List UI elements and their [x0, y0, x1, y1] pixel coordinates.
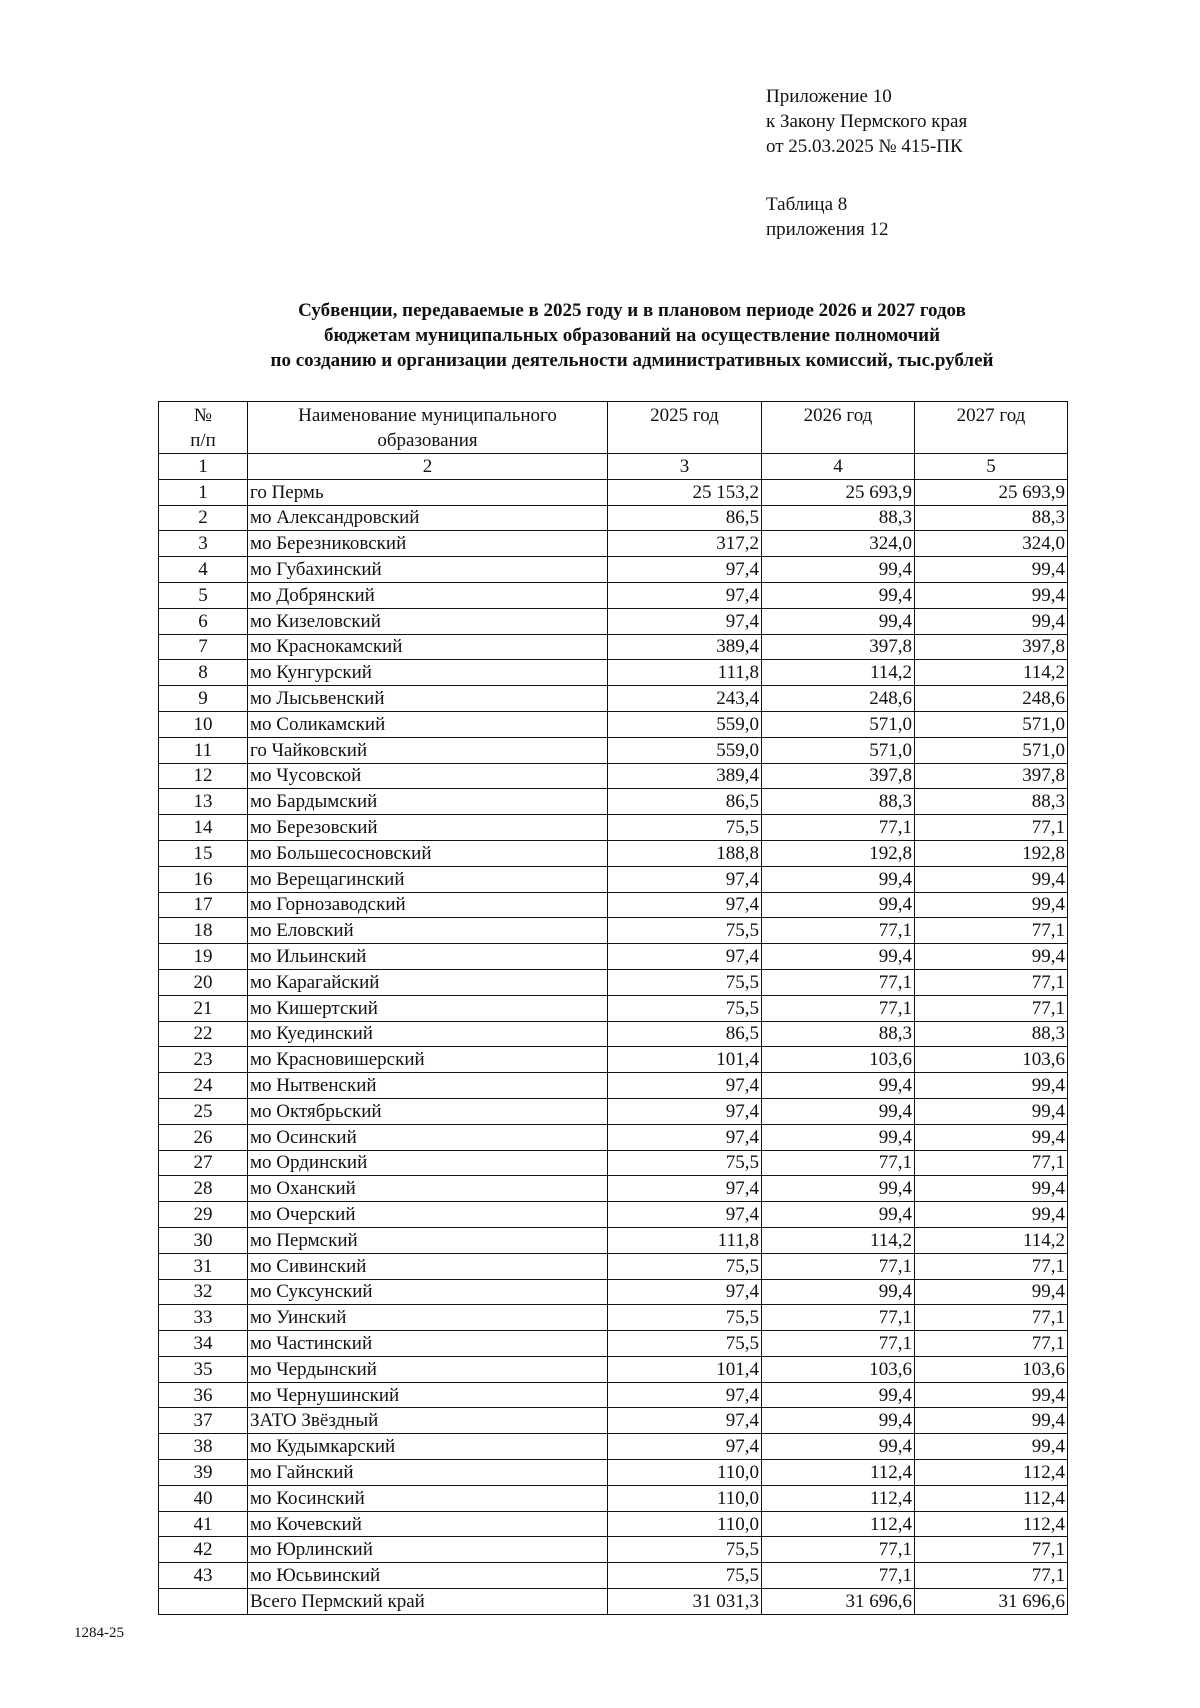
value-2027: 88,3	[915, 789, 1068, 815]
table-row	[159, 1227, 1068, 1253]
table-row	[159, 1460, 1068, 1486]
column-number: 2	[248, 454, 608, 480]
table-row	[159, 1563, 1068, 1589]
municipality-name: мо Карагайский	[248, 969, 608, 995]
municipality-name: мо Бардымский	[248, 789, 608, 815]
row-num: 32	[159, 1279, 248, 1305]
value-2026: 88,3	[762, 1021, 915, 1047]
value-2026: 112,4	[762, 1485, 915, 1511]
table-row	[159, 1305, 1068, 1331]
municipality-name: мо Краснокамский	[248, 634, 608, 660]
municipality-name: го Пермь	[248, 479, 608, 505]
row-num: 42	[159, 1537, 248, 1563]
value-2026: 99,4	[762, 1434, 915, 1460]
value-2027: 103,6	[915, 1356, 1068, 1382]
table-row	[159, 1382, 1068, 1408]
value-2027: 77,1	[915, 1253, 1068, 1279]
value-2027: 248,6	[915, 686, 1068, 712]
value-2025: 75,5	[608, 1537, 762, 1563]
value-2027: 77,1	[915, 1305, 1068, 1331]
value-2026: 114,2	[762, 1227, 915, 1253]
column-number: 5	[915, 454, 1068, 480]
value-2025: 86,5	[608, 1021, 762, 1047]
value-2027: 99,4	[915, 608, 1068, 634]
row-num: 17	[159, 892, 248, 918]
value-2027: 77,1	[915, 815, 1068, 841]
value-2026: 397,8	[762, 763, 915, 789]
value-2026: 112,4	[762, 1460, 915, 1486]
municipality-name: мо Нытвенский	[248, 1073, 608, 1099]
value-2027: 114,2	[915, 1227, 1068, 1253]
table-row	[159, 1511, 1068, 1537]
municipality-name: мо Оханский	[248, 1176, 608, 1202]
value-2025: 101,4	[608, 1047, 762, 1073]
value-2026: 571,0	[762, 737, 915, 763]
municipality-name: мо Лысьвенский	[248, 686, 608, 712]
table-row	[159, 1176, 1068, 1202]
value-2026: 77,1	[762, 1331, 915, 1357]
row-num: 2	[159, 505, 248, 531]
value-2026: 397,8	[762, 634, 915, 660]
row-num: 40	[159, 1485, 248, 1511]
municipality-name: мо Косинский	[248, 1485, 608, 1511]
value-2027: 99,4	[915, 557, 1068, 583]
value-2025: 75,5	[608, 1563, 762, 1589]
value-2027: 77,1	[915, 995, 1068, 1021]
value-2027: 88,3	[915, 505, 1068, 531]
value-2025: 75,5	[608, 1253, 762, 1279]
value-2026: 99,4	[762, 1073, 915, 1099]
table-row	[159, 1537, 1068, 1563]
value-2026: 99,4	[762, 557, 915, 583]
table-row	[159, 479, 1068, 505]
row-num: 39	[159, 1460, 248, 1486]
header-2026: 2026 год	[762, 402, 915, 454]
row-num: 33	[159, 1305, 248, 1331]
value-2025: 97,4	[608, 1176, 762, 1202]
header-row	[159, 402, 1068, 454]
value-2026: 324,0	[762, 531, 915, 557]
value-2026: 88,3	[762, 789, 915, 815]
total-2025: 31 031,3	[608, 1589, 762, 1615]
value-2025: 188,8	[608, 840, 762, 866]
header-name: Наименование муниципального образования	[248, 402, 608, 454]
header-num: № п/п	[159, 402, 248, 454]
municipality-name: мо Уинский	[248, 1305, 608, 1331]
table-row	[159, 505, 1068, 531]
row-num: 8	[159, 660, 248, 686]
value-2027: 77,1	[915, 969, 1068, 995]
row-num: 23	[159, 1047, 248, 1073]
table-row	[159, 1356, 1068, 1382]
value-2026: 192,8	[762, 840, 915, 866]
table-row	[159, 1150, 1068, 1176]
value-2025: 97,4	[608, 1098, 762, 1124]
municipality-name: мо Чусовской	[248, 763, 608, 789]
value-2026: 114,2	[762, 660, 915, 686]
value-2027: 114,2	[915, 660, 1068, 686]
title-line: Субвенции, передаваемые в 2025 году и в плановом периоде 2026 и 2027 годов	[298, 300, 966, 321]
row-num: 4	[159, 557, 248, 583]
table-body	[159, 479, 1068, 1588]
table-row	[159, 840, 1068, 866]
row-num: 30	[159, 1227, 248, 1253]
row-num: 1	[159, 479, 248, 505]
value-2027: 571,0	[915, 711, 1068, 737]
appendix-header	[766, 84, 967, 159]
municipality-name: мо Суксунский	[248, 1279, 608, 1305]
value-2027: 192,8	[915, 840, 1068, 866]
appendix-line: к Закону Пермского края	[766, 111, 968, 132]
table-row	[159, 918, 1068, 944]
value-2027: 77,1	[915, 1331, 1068, 1357]
row-num: 28	[159, 1176, 248, 1202]
municipality-name: мо Березниковский	[248, 531, 608, 557]
municipality-name: мо Горнозаводский	[248, 892, 608, 918]
value-2026: 77,1	[762, 1537, 915, 1563]
municipality-name: мо Частинский	[248, 1331, 608, 1357]
document-code: 1284-25	[74, 1625, 124, 1641]
value-2027: 77,1	[915, 1150, 1068, 1176]
row-num: 21	[159, 995, 248, 1021]
municipality-name: мо Добрянский	[248, 582, 608, 608]
value-2027: 99,4	[915, 1098, 1068, 1124]
value-2025: 110,0	[608, 1485, 762, 1511]
value-2027: 99,4	[915, 1279, 1068, 1305]
value-2025: 111,8	[608, 660, 762, 686]
table-row	[159, 1279, 1068, 1305]
value-2027: 99,4	[915, 892, 1068, 918]
value-2026: 77,1	[762, 995, 915, 1021]
value-2026: 99,4	[762, 1202, 915, 1228]
table-row	[159, 892, 1068, 918]
table-row	[159, 1202, 1068, 1228]
value-2025: 75,5	[608, 815, 762, 841]
value-2025: 389,4	[608, 763, 762, 789]
municipality-name: мо Большесосновский	[248, 840, 608, 866]
row-num: 7	[159, 634, 248, 660]
value-2025: 75,5	[608, 1150, 762, 1176]
header-2025: 2025 год	[608, 402, 762, 454]
value-2025: 101,4	[608, 1356, 762, 1382]
municipality-name: мо Юсьвинский	[248, 1563, 608, 1589]
value-2026: 99,4	[762, 944, 915, 970]
value-2027: 571,0	[915, 737, 1068, 763]
value-2025: 75,5	[608, 969, 762, 995]
table-ref-line: Таблица 8	[766, 194, 848, 215]
municipality-name: мо Губахинский	[248, 557, 608, 583]
table-row	[159, 660, 1068, 686]
value-2027: 99,4	[915, 582, 1068, 608]
value-2027: 99,4	[915, 866, 1068, 892]
title-line: по созданию и организации деятельности административных комиссий, тыс.рублей	[270, 350, 994, 371]
row-num: 36	[159, 1382, 248, 1408]
table-row	[159, 608, 1068, 634]
value-2026: 77,1	[762, 1150, 915, 1176]
value-2027: 88,3	[915, 1021, 1068, 1047]
value-2026: 248,6	[762, 686, 915, 712]
table-row	[159, 1047, 1068, 1073]
value-2025: 97,4	[608, 1073, 762, 1099]
municipality-name: ЗАТО Звёздный	[248, 1408, 608, 1434]
document-title	[150, 298, 1114, 373]
row-num: 22	[159, 1021, 248, 1047]
value-2025: 97,4	[608, 1124, 762, 1150]
table-row	[159, 557, 1068, 583]
row-num: 20	[159, 969, 248, 995]
subsidies-table	[158, 401, 1068, 1615]
table-row	[159, 1098, 1068, 1124]
value-2025: 97,4	[608, 944, 762, 970]
row-num: 37	[159, 1408, 248, 1434]
municipality-name: мо Октябрьский	[248, 1098, 608, 1124]
table-row	[159, 1021, 1068, 1047]
column-number-row	[159, 454, 1068, 480]
appendix-line: Приложение 10	[766, 86, 892, 107]
column-number: 4	[762, 454, 915, 480]
value-2027: 99,4	[915, 1124, 1068, 1150]
table-row	[159, 737, 1068, 763]
table-row	[159, 1073, 1068, 1099]
value-2027: 77,1	[915, 1563, 1068, 1589]
row-num: 10	[159, 711, 248, 737]
row-num: 6	[159, 608, 248, 634]
table-ref-line: приложения 12	[766, 219, 889, 240]
municipality-name: мо Кишертский	[248, 995, 608, 1021]
value-2025: 317,2	[608, 531, 762, 557]
municipality-name: мо Александровский	[248, 505, 608, 531]
municipality-name: мо Кочевский	[248, 1511, 608, 1537]
table-row	[159, 995, 1068, 1021]
value-2026: 88,3	[762, 505, 915, 531]
table-row	[159, 582, 1068, 608]
value-2027: 112,4	[915, 1485, 1068, 1511]
row-num: 18	[159, 918, 248, 944]
row-num: 5	[159, 582, 248, 608]
row-num: 12	[159, 763, 248, 789]
value-2026: 99,4	[762, 1098, 915, 1124]
value-2025: 110,0	[608, 1460, 762, 1486]
table-row	[159, 1124, 1068, 1150]
value-2026: 103,6	[762, 1047, 915, 1073]
municipality-name: го Чайковский	[248, 737, 608, 763]
value-2026: 99,4	[762, 1408, 915, 1434]
value-2026: 99,4	[762, 1176, 915, 1202]
row-num: 31	[159, 1253, 248, 1279]
row-num: 11	[159, 737, 248, 763]
column-number: 1	[159, 454, 248, 480]
value-2025: 25 153,2	[608, 479, 762, 505]
table-row	[159, 944, 1068, 970]
value-2026: 99,4	[762, 582, 915, 608]
title-line: бюджетам муниципальных образований на осуществление полномочий	[323, 325, 941, 346]
municipality-name: мо Очерский	[248, 1202, 608, 1228]
row-num: 34	[159, 1331, 248, 1357]
table-row	[159, 866, 1068, 892]
value-2027: 99,4	[915, 1202, 1068, 1228]
column-number: 3	[608, 454, 762, 480]
value-2025: 86,5	[608, 789, 762, 815]
municipality-name: мо Чернушинский	[248, 1382, 608, 1408]
value-2027: 103,6	[915, 1047, 1068, 1073]
value-2027: 99,4	[915, 1434, 1068, 1460]
total-num	[159, 1589, 248, 1615]
table-row	[159, 1434, 1068, 1460]
value-2025: 75,5	[608, 918, 762, 944]
table-row	[159, 815, 1068, 841]
table-row	[159, 634, 1068, 660]
table-row	[159, 789, 1068, 815]
value-2026: 571,0	[762, 711, 915, 737]
row-num: 9	[159, 686, 248, 712]
row-num: 25	[159, 1098, 248, 1124]
table-row	[159, 1253, 1068, 1279]
table-row	[159, 686, 1068, 712]
row-num: 26	[159, 1124, 248, 1150]
value-2027: 77,1	[915, 918, 1068, 944]
row-num: 19	[159, 944, 248, 970]
value-2026: 99,4	[762, 1279, 915, 1305]
municipality-name: мо Осинский	[248, 1124, 608, 1150]
value-2025: 97,4	[608, 1202, 762, 1228]
row-num: 35	[159, 1356, 248, 1382]
total-2026: 31 696,6	[762, 1589, 915, 1615]
row-num: 13	[159, 789, 248, 815]
value-2026: 99,4	[762, 892, 915, 918]
value-2025: 243,4	[608, 686, 762, 712]
table-row	[159, 1408, 1068, 1434]
table-row	[159, 1485, 1068, 1511]
row-num: 16	[159, 866, 248, 892]
municipality-name: мо Ординский	[248, 1150, 608, 1176]
value-2025: 97,4	[608, 557, 762, 583]
value-2025: 97,4	[608, 582, 762, 608]
table-row	[159, 969, 1068, 995]
municipality-name: мо Кунгурский	[248, 660, 608, 686]
value-2027: 99,4	[915, 1176, 1068, 1202]
table-reference	[766, 192, 888, 242]
value-2027: 397,8	[915, 763, 1068, 789]
value-2026: 112,4	[762, 1511, 915, 1537]
municipality-name: мо Куединский	[248, 1021, 608, 1047]
value-2025: 110,0	[608, 1511, 762, 1537]
total-row	[159, 1589, 1068, 1615]
value-2026: 99,4	[762, 866, 915, 892]
value-2027: 99,4	[915, 1382, 1068, 1408]
value-2026: 99,4	[762, 1124, 915, 1150]
row-num: 27	[159, 1150, 248, 1176]
municipality-name: мо Чердынский	[248, 1356, 608, 1382]
value-2025: 75,5	[608, 1331, 762, 1357]
value-2026: 77,1	[762, 1305, 915, 1331]
row-num: 3	[159, 531, 248, 557]
municipality-name: мо Юрлинский	[248, 1537, 608, 1563]
municipality-name: мо Кизеловский	[248, 608, 608, 634]
value-2025: 559,0	[608, 711, 762, 737]
value-2027: 25 693,9	[915, 479, 1068, 505]
value-2025: 97,4	[608, 608, 762, 634]
municipality-name: мо Верещагинский	[248, 866, 608, 892]
value-2027: 99,4	[915, 1408, 1068, 1434]
row-num: 14	[159, 815, 248, 841]
municipality-name: мо Красновишерский	[248, 1047, 608, 1073]
row-num: 15	[159, 840, 248, 866]
header-2027: 2027 год	[915, 402, 1068, 454]
value-2025: 389,4	[608, 634, 762, 660]
value-2027: 397,8	[915, 634, 1068, 660]
value-2026: 99,4	[762, 1382, 915, 1408]
value-2027: 99,4	[915, 944, 1068, 970]
value-2025: 97,4	[608, 1434, 762, 1460]
value-2026: 77,1	[762, 969, 915, 995]
value-2027: 99,4	[915, 1073, 1068, 1099]
table-row	[159, 1331, 1068, 1357]
value-2026: 25 693,9	[762, 479, 915, 505]
value-2026: 99,4	[762, 608, 915, 634]
value-2027: 324,0	[915, 531, 1068, 557]
value-2025: 97,4	[608, 1382, 762, 1408]
value-2025: 86,5	[608, 505, 762, 531]
value-2025: 97,4	[608, 1279, 762, 1305]
municipality-name: мо Соликамский	[248, 711, 608, 737]
value-2027: 112,4	[915, 1460, 1068, 1486]
row-num: 29	[159, 1202, 248, 1228]
municipality-name: мо Сивинский	[248, 1253, 608, 1279]
value-2025: 97,4	[608, 1408, 762, 1434]
row-num: 38	[159, 1434, 248, 1460]
total-2027: 31 696,6	[915, 1589, 1068, 1615]
value-2025: 97,4	[608, 892, 762, 918]
municipality-name: мо Кудымкарский	[248, 1434, 608, 1460]
table-row	[159, 763, 1068, 789]
value-2026: 77,1	[762, 1253, 915, 1279]
value-2026: 77,1	[762, 815, 915, 841]
value-2026: 77,1	[762, 918, 915, 944]
value-2025: 75,5	[608, 1305, 762, 1331]
municipality-name: мо Пермский	[248, 1227, 608, 1253]
municipality-name: мо Березовский	[248, 815, 608, 841]
value-2027: 77,1	[915, 1537, 1068, 1563]
table-row	[159, 531, 1068, 557]
municipality-name: мо Еловский	[248, 918, 608, 944]
value-2026: 103,6	[762, 1356, 915, 1382]
value-2026: 77,1	[762, 1563, 915, 1589]
row-num: 43	[159, 1563, 248, 1589]
table-row	[159, 711, 1068, 737]
value-2025: 559,0	[608, 737, 762, 763]
municipality-name: мо Ильинский	[248, 944, 608, 970]
value-2025: 97,4	[608, 866, 762, 892]
value-2025: 75,5	[608, 995, 762, 1021]
total-label: Всего Пермский край	[248, 1589, 608, 1615]
municipality-name: мо Гайнский	[248, 1460, 608, 1486]
row-num: 24	[159, 1073, 248, 1099]
value-2025: 111,8	[608, 1227, 762, 1253]
appendix-line: от 25.03.2025 № 415-ПК	[766, 136, 963, 157]
row-num: 41	[159, 1511, 248, 1537]
value-2027: 112,4	[915, 1511, 1068, 1537]
